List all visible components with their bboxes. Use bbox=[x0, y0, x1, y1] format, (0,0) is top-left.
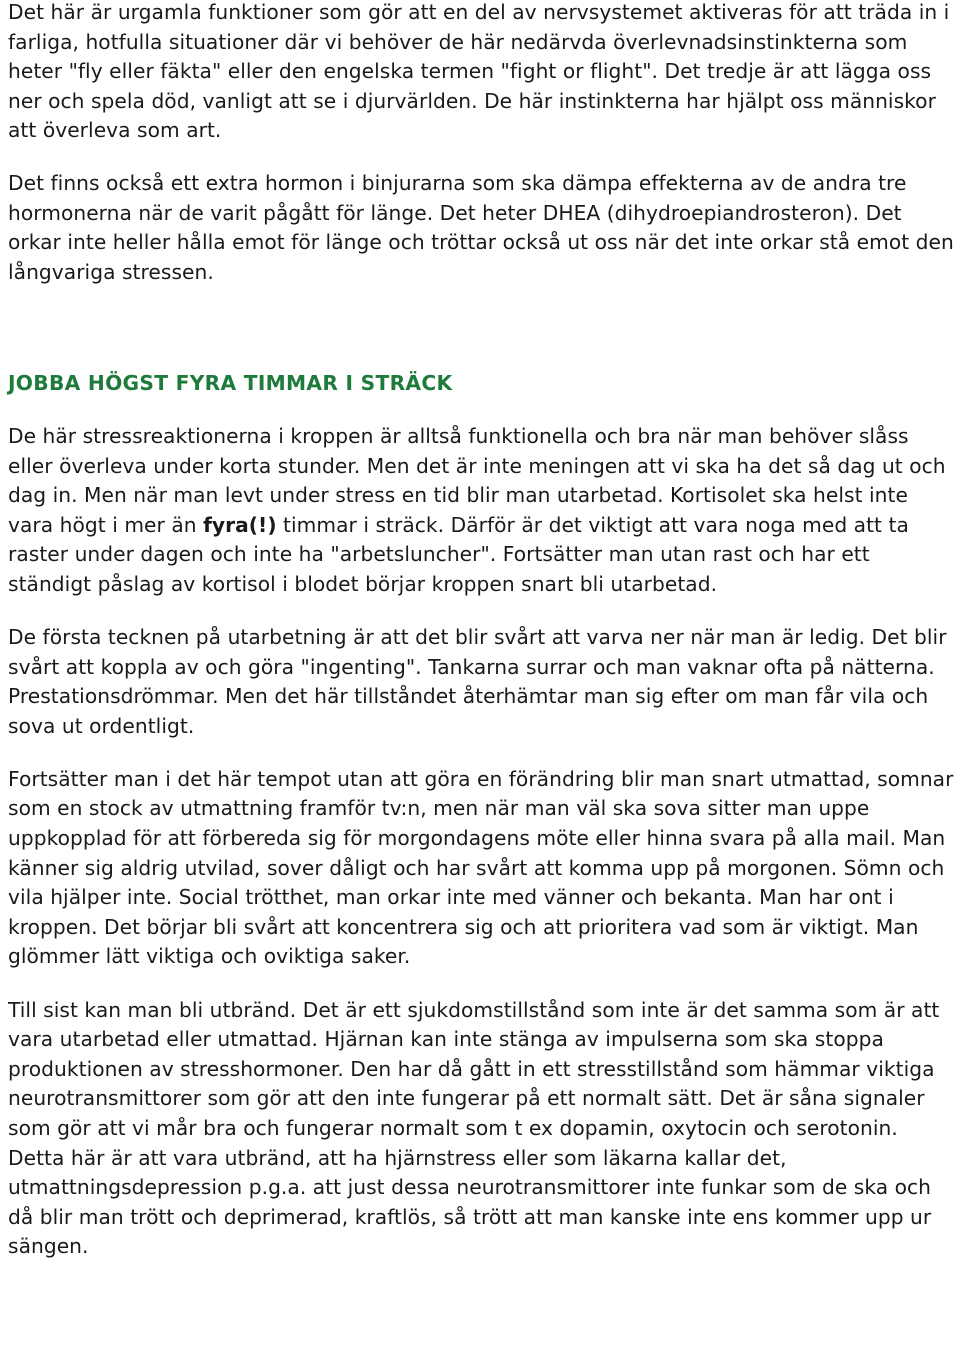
paragraph-burnout: Till sist kan man bli utbränd. Det är ett sjukdomstillstånd som inte är det samma som är att vara utarbetad eller utmattad. Hjärnan kan inte stänga av impulserna som ska stoppa produktionen av stresshormoner. Den har då gått in ett stresstillstånd som hämmar viktiga neurotransmittorer som gör att den inte fungerar på ett normalt sätt. Det är såna signaler som gör att vi mår bra och fungerar normalt som t ex dopamin, oxytocin och serotonin. Detta här är att vara utbränd, att ha hjärnstress eller som läkarna kallar det, utmattningsdepression p.g.a. att just dessa neurotransmittorer inte funkar som de ska och då blir man trött och deprimerad, kraftlös, så trött att man kanske inte ens kommer upp ur sängen. bbox=[8, 997, 940, 1259]
paragraph-stress-reactions bbox=[8, 422, 958, 600]
section-heading: JOBBA HÖGST FYRA TIMMAR I STRÄCK bbox=[8, 371, 453, 396]
paragraph-first-signs: De första tecknen på utarbetning är att det blir svårt att varva ner när man är ledig. Det blir svårt att koppla av och göra "ingenting". Tankarna surrar och man vaknar ofta på nätterna. Prestationsdrömmar. Men det här tillståndet återhämtar man sig efter om man får vila och sova ut ordentligt. bbox=[8, 625, 947, 738]
paragraph-exhaustion: Fortsätter man i det här tempot utan att göra en förändring blir man snart utmattad, somnar som en stock av utmattning framför tv:n, men när man väl ska sova sitter man uppe uppkopplad för att förbereda sig för morgondagens möte eller hinna svara på alla mail. Man känner sig aldrig utvilad, sover dåligt och har svårt att komma upp på morgonen. Sömn och vila hjälper inte. Social trötthet, man orkar inte med vänner och bekanta. Man har ont i kroppen. Det börjar bli svårt att koncentrera sig och att prioritera vad som är viktigt. Man glömmer lätt viktiga och oviktiga saker. bbox=[8, 766, 954, 969]
emphasis-four-hours: fyra(!) bbox=[203, 512, 277, 537]
paragraph-dhea: Det finns också ett extra hormon i binjurarna som ska dämpa effekterna av de andra tre hormonerna när de varit pågått för länge. Det heter DHEA (dihydroepiandrosteron). Det orkar inte heller hålla emot för länge och tröttar också ut oss när det inte orkar stå emot den långvariga stressen. bbox=[8, 170, 954, 284]
paragraph-stress-text-start: De här stressreaktionerna i kroppen är alltså funktionella och bra när man behöver slåss eller överleva under korta stunder. Men det är inte meningen att vi ska ha det så dag ut och dag in. Men när man levt under stress en tid blir man utarbetad. Kortisolet ska helst inte vara högt i mer än bbox=[8, 423, 946, 537]
paragraph-stress-text-end: timmar i sträck. Därför är det viktigt att vara noga med att ta raster under dagen och inte ha "arbetsluncher". Fortsätter man utan rast och har ett ständigt påslag av kortisol i blodet börjar kroppen snart bli utarbetad. bbox=[8, 512, 909, 596]
document-body bbox=[8, 0, 958, 1262]
paragraph-survival-instincts: Det här är urgamla funktioner som gör att en del av nervsystemet aktiveras för att träda in i farliga, hotfulla situationer där vi behöver de här nedärvda överlevnadsinstinkterna som heter "fly eller fäkta" eller den engelska termen "fight or flight". Det tredje är att lägga oss ner och spela död, vanligt att se i djurvärlden. De här instinkterna har hjälpt oss människor att överleva som art. bbox=[8, 0, 950, 143]
